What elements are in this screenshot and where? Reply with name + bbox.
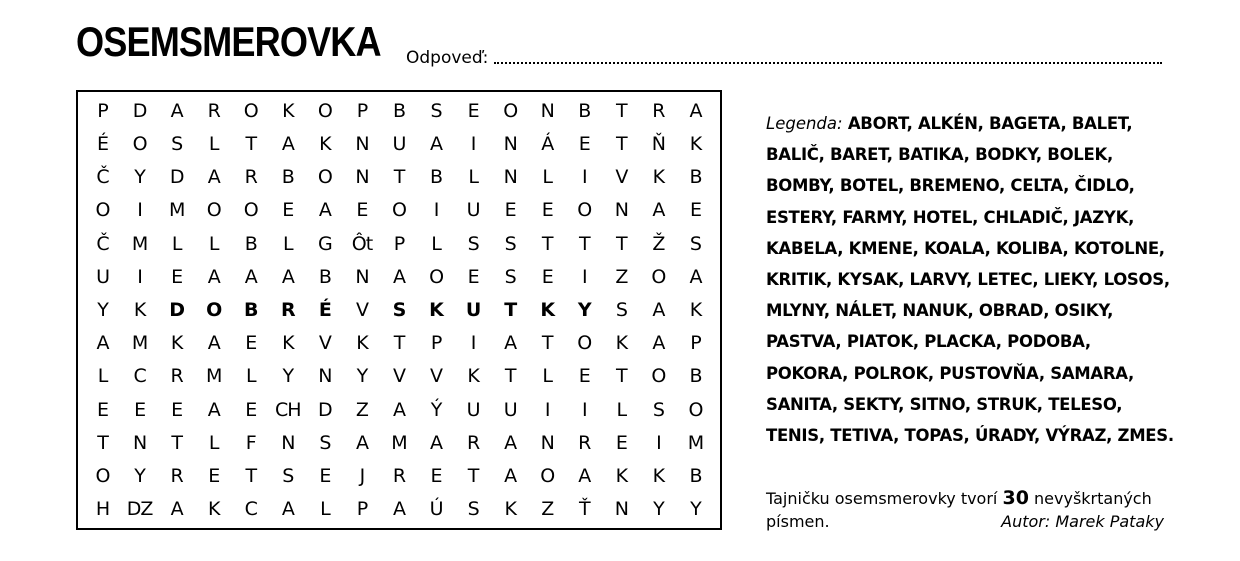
grid-cell[interactable]: Y bbox=[577, 298, 591, 321]
grid-cell[interactable]: T bbox=[467, 465, 479, 488]
grid-cell[interactable]: S bbox=[504, 265, 516, 288]
grid-cell[interactable]: N bbox=[614, 498, 628, 521]
grid-cell[interactable]: E bbox=[578, 365, 590, 388]
grid-cell[interactable]: O bbox=[503, 99, 518, 122]
grid-cell[interactable]: B bbox=[430, 166, 443, 189]
grid-cell[interactable]: O bbox=[317, 99, 332, 122]
grid-cell[interactable]: M bbox=[131, 232, 148, 255]
grid-cell[interactable]: A bbox=[170, 498, 183, 521]
grid-cell[interactable]: T bbox=[616, 132, 627, 155]
grid-cell[interactable]: C bbox=[244, 498, 257, 521]
grid-cell[interactable]: B bbox=[689, 465, 702, 488]
grid-cell[interactable]: S bbox=[615, 298, 627, 321]
grid-cell[interactable]: N bbox=[132, 431, 147, 454]
grid-cell[interactable]: T bbox=[245, 132, 257, 155]
grid-cell[interactable]: Z bbox=[355, 398, 368, 421]
grid-cell[interactable]: L bbox=[542, 365, 553, 388]
grid-cell[interactable]: Y bbox=[134, 166, 145, 189]
grid-cell[interactable]: N bbox=[614, 199, 628, 222]
grid-cell[interactable]: K bbox=[652, 166, 665, 189]
grid-cell[interactable]: S bbox=[392, 298, 406, 321]
grid-cell[interactable]: J bbox=[359, 465, 365, 488]
grid-cell[interactable]: A bbox=[392, 265, 405, 288]
grid-cell[interactable]: T bbox=[504, 365, 516, 388]
grid-cell[interactable]: T bbox=[97, 431, 108, 454]
grid-cell[interactable]: K bbox=[467, 365, 479, 388]
grid-cell[interactable]: Y bbox=[356, 365, 368, 388]
grid-cell[interactable]: É bbox=[97, 132, 109, 155]
grid-cell[interactable]: U bbox=[466, 398, 480, 421]
grid-cell[interactable]: A bbox=[652, 332, 665, 355]
grid-cell[interactable]: E bbox=[245, 332, 257, 355]
grid-cell[interactable]: M bbox=[687, 431, 704, 454]
grid-cell[interactable]: S bbox=[430, 99, 442, 122]
grid-cell[interactable]: K bbox=[689, 132, 702, 155]
grid-cell[interactable]: R bbox=[170, 365, 183, 388]
grid-cell[interactable]: L bbox=[283, 232, 293, 255]
grid-cell[interactable]: R bbox=[467, 431, 480, 454]
grid-cell[interactable]: N bbox=[318, 365, 332, 388]
grid-cell[interactable]: T bbox=[245, 465, 257, 488]
grid-cell[interactable]: O bbox=[688, 398, 703, 421]
grid-cell[interactable]: Z bbox=[541, 498, 554, 521]
grid-cell[interactable]: E bbox=[171, 398, 183, 421]
grid-cell[interactable]: B bbox=[689, 365, 702, 388]
grid-cell[interactable]: Y bbox=[134, 465, 145, 488]
grid-cell[interactable]: L bbox=[208, 232, 219, 255]
grid-cell[interactable]: K bbox=[652, 465, 665, 488]
grid-cell[interactable]: S bbox=[467, 232, 479, 255]
grid-cell[interactable]: V bbox=[355, 298, 368, 321]
answer-dotted-field[interactable] bbox=[494, 62, 1162, 64]
grid-cell[interactable]: F bbox=[245, 431, 256, 454]
grid-cell[interactable]: Ôt bbox=[351, 232, 373, 255]
grid-cell[interactable]: O bbox=[651, 365, 666, 388]
grid-cell[interactable]: H bbox=[95, 498, 110, 521]
grid-cell[interactable]: V bbox=[615, 166, 628, 189]
grid-cell[interactable]: S bbox=[652, 398, 664, 421]
grid-cell[interactable]: G bbox=[318, 232, 332, 255]
grid-cell[interactable]: O bbox=[577, 199, 592, 222]
grid-cell[interactable]: E bbox=[282, 199, 294, 222]
grid-cell[interactable]: A bbox=[578, 465, 591, 488]
grid-cell[interactable]: A bbox=[504, 332, 517, 355]
grid-cell[interactable]: É bbox=[318, 298, 331, 321]
grid-cell[interactable]: S bbox=[504, 232, 516, 255]
grid-cell[interactable]: A bbox=[281, 498, 294, 521]
grid-cell[interactable]: U bbox=[465, 298, 481, 321]
grid-cell[interactable]: O bbox=[429, 265, 444, 288]
grid-cell[interactable]: I bbox=[581, 166, 587, 189]
grid-cell[interactable]: O bbox=[243, 199, 258, 222]
footer-note bbox=[766, 487, 1166, 533]
grid-cell[interactable]: K bbox=[207, 498, 220, 521]
grid-cell[interactable]: A bbox=[96, 332, 109, 355]
grid-cell[interactable]: K bbox=[170, 332, 183, 355]
grid-cell[interactable]: T bbox=[616, 99, 627, 122]
grid-cell[interactable]: Č bbox=[96, 232, 109, 255]
grid-cell[interactable]: N bbox=[503, 132, 517, 155]
author-credit: Autor: Marek Pataky bbox=[1001, 512, 1164, 531]
grid-cell[interactable]: A bbox=[207, 398, 220, 421]
letter-grid bbox=[76, 90, 722, 530]
grid-cell[interactable]: B bbox=[578, 99, 591, 122]
grid-cell[interactable]: R bbox=[578, 431, 591, 454]
grid-cell[interactable]: T bbox=[578, 232, 590, 255]
grid-cell[interactable]: A bbox=[652, 199, 665, 222]
grid-cell[interactable]: B bbox=[318, 265, 331, 288]
grid-cell[interactable]: A bbox=[430, 431, 443, 454]
grid-cell[interactable]: P bbox=[356, 498, 368, 521]
grid-cell[interactable]: N bbox=[355, 265, 369, 288]
grid-cell[interactable]: O bbox=[132, 132, 147, 155]
grid-cell[interactable]: R bbox=[170, 465, 183, 488]
grid-cell[interactable]: B bbox=[689, 166, 702, 189]
puzzle-title: OSEMSMEROVKA bbox=[76, 18, 381, 65]
grid-cell[interactable]: Z bbox=[615, 265, 628, 288]
grid-cell[interactable]: E bbox=[689, 199, 701, 222]
grid-cell[interactable]: M bbox=[206, 365, 222, 388]
grid-cell[interactable]: A bbox=[281, 132, 294, 155]
answer-label: Odpoveď: bbox=[406, 48, 489, 68]
grid-cell[interactable]: V bbox=[430, 365, 443, 388]
grid-cell[interactable]: V bbox=[392, 365, 405, 388]
grid-cell[interactable]: D bbox=[132, 99, 147, 122]
grid-cell[interactable]: P bbox=[690, 332, 701, 355]
grid-cell[interactable]: P bbox=[356, 99, 368, 122]
grid-cell[interactable]: I bbox=[656, 431, 661, 454]
grid-cell[interactable]: L bbox=[320, 498, 330, 521]
grid-cell[interactable]: E bbox=[467, 265, 479, 288]
grid-cell[interactable]: Y bbox=[97, 298, 108, 321]
grid-cell[interactable]: E bbox=[171, 265, 183, 288]
grid-cell[interactable]: CH bbox=[275, 398, 301, 421]
grid-cell[interactable]: U bbox=[392, 132, 406, 155]
grid-cell[interactable]: Á bbox=[541, 132, 554, 155]
grid-cell[interactable]: E bbox=[541, 265, 553, 288]
grid-cell[interactable]: A bbox=[207, 166, 220, 189]
grid-cell[interactable]: I bbox=[544, 398, 550, 421]
grid-cell[interactable]: C bbox=[133, 365, 146, 388]
grid-cell[interactable]: T bbox=[504, 298, 517, 321]
grid-cell[interactable]: N bbox=[355, 132, 369, 155]
grid-cell[interactable]: A bbox=[430, 132, 443, 155]
grid-cell[interactable]: E bbox=[97, 398, 109, 421]
grid-cell[interactable]: K bbox=[504, 498, 516, 521]
grid-cell[interactable]: A bbox=[652, 298, 665, 321]
grid-cell[interactable]: I bbox=[433, 199, 439, 222]
grid-cell[interactable]: M bbox=[391, 431, 407, 454]
grid-cell[interactable]: P bbox=[393, 232, 405, 255]
grid-cell[interactable]: P bbox=[97, 99, 108, 122]
grid-cell[interactable]: A bbox=[392, 398, 405, 421]
grid-cell[interactable]: N bbox=[281, 431, 295, 454]
grid-cell[interactable]: E bbox=[541, 199, 553, 222]
grid-cell[interactable]: V bbox=[318, 332, 331, 355]
grid-cell[interactable]: R bbox=[652, 99, 665, 122]
grid-cell[interactable]: U bbox=[466, 199, 480, 222]
grid-cell[interactable]: N bbox=[503, 166, 517, 189]
grid-cell[interactable]: Ž bbox=[652, 232, 665, 255]
grid-cell[interactable]: I bbox=[581, 398, 587, 421]
grid-cell[interactable]: L bbox=[245, 365, 256, 388]
grid-cell[interactable]: Y bbox=[282, 365, 294, 388]
grid-cell[interactable]: M bbox=[168, 199, 185, 222]
grid-cell[interactable]: O bbox=[95, 465, 110, 488]
grid-cell[interactable]: O bbox=[392, 199, 406, 222]
grid-cell[interactable]: I bbox=[470, 132, 476, 155]
grid-cell[interactable]: L bbox=[542, 166, 553, 189]
grid-cell[interactable]: A bbox=[504, 465, 517, 488]
grid-cell[interactable]: L bbox=[208, 132, 219, 155]
grid-cell[interactable]: S bbox=[282, 465, 294, 488]
grid-cell[interactable]: A bbox=[689, 99, 702, 122]
grid-cell[interactable]: K bbox=[689, 298, 702, 321]
footer-text-pre: Tajničku osemsmerovky tvorí bbox=[766, 489, 998, 508]
grid-cell[interactable]: O bbox=[540, 465, 555, 488]
grid-cell[interactable]: A bbox=[318, 199, 331, 222]
grid-cell[interactable]: P bbox=[430, 332, 442, 355]
grid-cell[interactable]: N bbox=[355, 166, 369, 189]
grid-cell[interactable]: B bbox=[244, 232, 257, 255]
grid-cell[interactable]: A bbox=[281, 265, 294, 288]
grid-cell[interactable]: K bbox=[615, 465, 628, 488]
grid-cell[interactable]: A bbox=[170, 99, 183, 122]
grid-cell[interactable]: K bbox=[319, 132, 331, 155]
grid-cell[interactable]: T bbox=[171, 431, 182, 454]
grid-cell[interactable]: O bbox=[243, 99, 258, 122]
grid-cell[interactable]: A bbox=[207, 265, 220, 288]
grid-cell[interactable]: T bbox=[616, 232, 627, 255]
grid-cell[interactable]: K bbox=[356, 332, 368, 355]
grid-cell[interactable]: L bbox=[616, 398, 627, 421]
grid-cell[interactable]: N bbox=[540, 431, 554, 454]
grid-cell[interactable]: T bbox=[393, 166, 405, 189]
grid-cell[interactable]: E bbox=[319, 465, 331, 488]
grid-cell[interactable]: B bbox=[392, 99, 406, 122]
footer-count: 30 bbox=[1002, 487, 1029, 509]
grid-cell[interactable]: E bbox=[615, 431, 627, 454]
grid-cell[interactable]: A bbox=[689, 265, 702, 288]
legend bbox=[766, 108, 1176, 451]
grid-cell[interactable]: I bbox=[137, 199, 142, 222]
grid-cell[interactable]: O bbox=[651, 265, 666, 288]
grid-cell[interactable]: D bbox=[318, 398, 332, 421]
grid-cell[interactable]: D bbox=[169, 166, 184, 189]
grid-cell[interactable]: E bbox=[578, 132, 590, 155]
grid-cell[interactable]: L bbox=[97, 365, 108, 388]
grid-cell[interactable]: S bbox=[689, 232, 701, 255]
grid-cell[interactable]: Ť bbox=[578, 498, 590, 521]
grid-cell[interactable]: L bbox=[171, 232, 182, 255]
grid-cell[interactable]: T bbox=[541, 332, 553, 355]
grid-cell[interactable]: E bbox=[467, 99, 479, 122]
grid-cell[interactable]: O bbox=[95, 199, 110, 222]
grid-cell[interactable]: S bbox=[171, 132, 183, 155]
grid-cell[interactable]: K bbox=[133, 298, 146, 321]
answer-line[interactable] bbox=[406, 44, 1162, 68]
grid-cell[interactable]: O bbox=[577, 332, 592, 355]
grid-cell[interactable]: L bbox=[431, 232, 441, 255]
grid-cell[interactable]: Y bbox=[653, 498, 664, 521]
grid-cell[interactable]: O bbox=[317, 166, 332, 189]
grid-cell[interactable]: M bbox=[131, 332, 148, 355]
grid-cell[interactable]: K bbox=[540, 298, 555, 321]
grid-cell[interactable]: K bbox=[615, 332, 628, 355]
grid-cell[interactable]: Č bbox=[96, 166, 109, 189]
grid-cell[interactable]: K bbox=[429, 298, 443, 321]
grid-cell[interactable]: R bbox=[207, 99, 220, 122]
grid-cell[interactable]: A bbox=[392, 498, 405, 521]
grid-cell[interactable]: E bbox=[430, 465, 442, 488]
grid-cell[interactable]: L bbox=[208, 431, 219, 454]
grid-cell[interactable]: E bbox=[134, 398, 146, 421]
grid-cell[interactable]: D bbox=[169, 298, 185, 321]
grid-cell[interactable]: A bbox=[207, 332, 220, 355]
grid-cell[interactable]: Ý bbox=[430, 398, 442, 421]
grid-cell[interactable]: T bbox=[541, 232, 553, 255]
grid-cell[interactable]: E bbox=[245, 398, 257, 421]
grid-cell[interactable]: R bbox=[244, 166, 257, 189]
grid-cell[interactable]: I bbox=[137, 265, 142, 288]
grid-cell[interactable]: O bbox=[206, 199, 221, 222]
grid-cell[interactable]: A bbox=[504, 431, 517, 454]
grid-cell[interactable]: R bbox=[392, 465, 406, 488]
grid-cell[interactable]: L bbox=[468, 166, 478, 189]
grid-cell[interactable]: Ú bbox=[429, 498, 443, 521]
grid-cell[interactable]: T bbox=[616, 365, 627, 388]
grid-cell[interactable]: I bbox=[470, 332, 476, 355]
grid-cell[interactable]: S bbox=[319, 431, 331, 454]
grid-cell[interactable]: B bbox=[244, 298, 258, 321]
grid-cell[interactable]: Y bbox=[690, 498, 701, 521]
grid-cell[interactable]: I bbox=[581, 265, 587, 288]
grid-cell[interactable]: E bbox=[504, 199, 516, 222]
grid-cell[interactable]: A bbox=[355, 431, 368, 454]
grid-cell[interactable]: E bbox=[356, 199, 368, 222]
grid-cell[interactable]: Ň bbox=[651, 132, 666, 155]
legend-label: Legenda: bbox=[766, 114, 843, 133]
grid-cell[interactable]: O bbox=[206, 298, 222, 321]
grid-cell[interactable]: DZ bbox=[126, 498, 153, 521]
grid-cell[interactable]: U bbox=[96, 265, 109, 288]
grid-cell[interactable]: N bbox=[540, 99, 554, 122]
grid-cell[interactable]: A bbox=[244, 265, 257, 288]
grid-cell[interactable]: E bbox=[208, 465, 220, 488]
grid-cell[interactable]: R bbox=[280, 298, 295, 321]
grid-cell[interactable]: S bbox=[467, 498, 479, 521]
legend-words: ABORT, ALKÉN, BAGETA, BALET, BALIČ, BARET, BATIKA, BODKY, BOLEK, BOMBY, BOTEL, BREMENO, CELTA, ČIDLO, ESTERY, FARMY, HOTEL, CHLADIČ, JAZYK, KABELA, KMENE, KOALA, KOLIBA, KOTOLNE, KRITIK, KYSAK, LARVY, LETEC, LIEKY, LOSOS, MLYNY, NÁLET, NANUK, OBRAD, OSIKY, PASTVA, PIATOK, PLACKA, PODOBA, POKORA, POLROK, PUSTOVŇA, SAMARA, SANITA, SEKTY, SITNO, STRUK, TELESO, TENIS, TETIVA, TOPAS, ÚRADY, VÝRAZ, ZMES. bbox=[766, 114, 1174, 446]
grid-cell[interactable]: K bbox=[282, 99, 294, 122]
footer-text-post: nevyškrtaných písmen. bbox=[766, 489, 1152, 531]
grid-cell[interactable]: B bbox=[281, 166, 294, 189]
grid-cell[interactable]: T bbox=[393, 332, 405, 355]
grid-cell[interactable]: U bbox=[503, 398, 517, 421]
grid-cell[interactable]: K bbox=[282, 332, 294, 355]
